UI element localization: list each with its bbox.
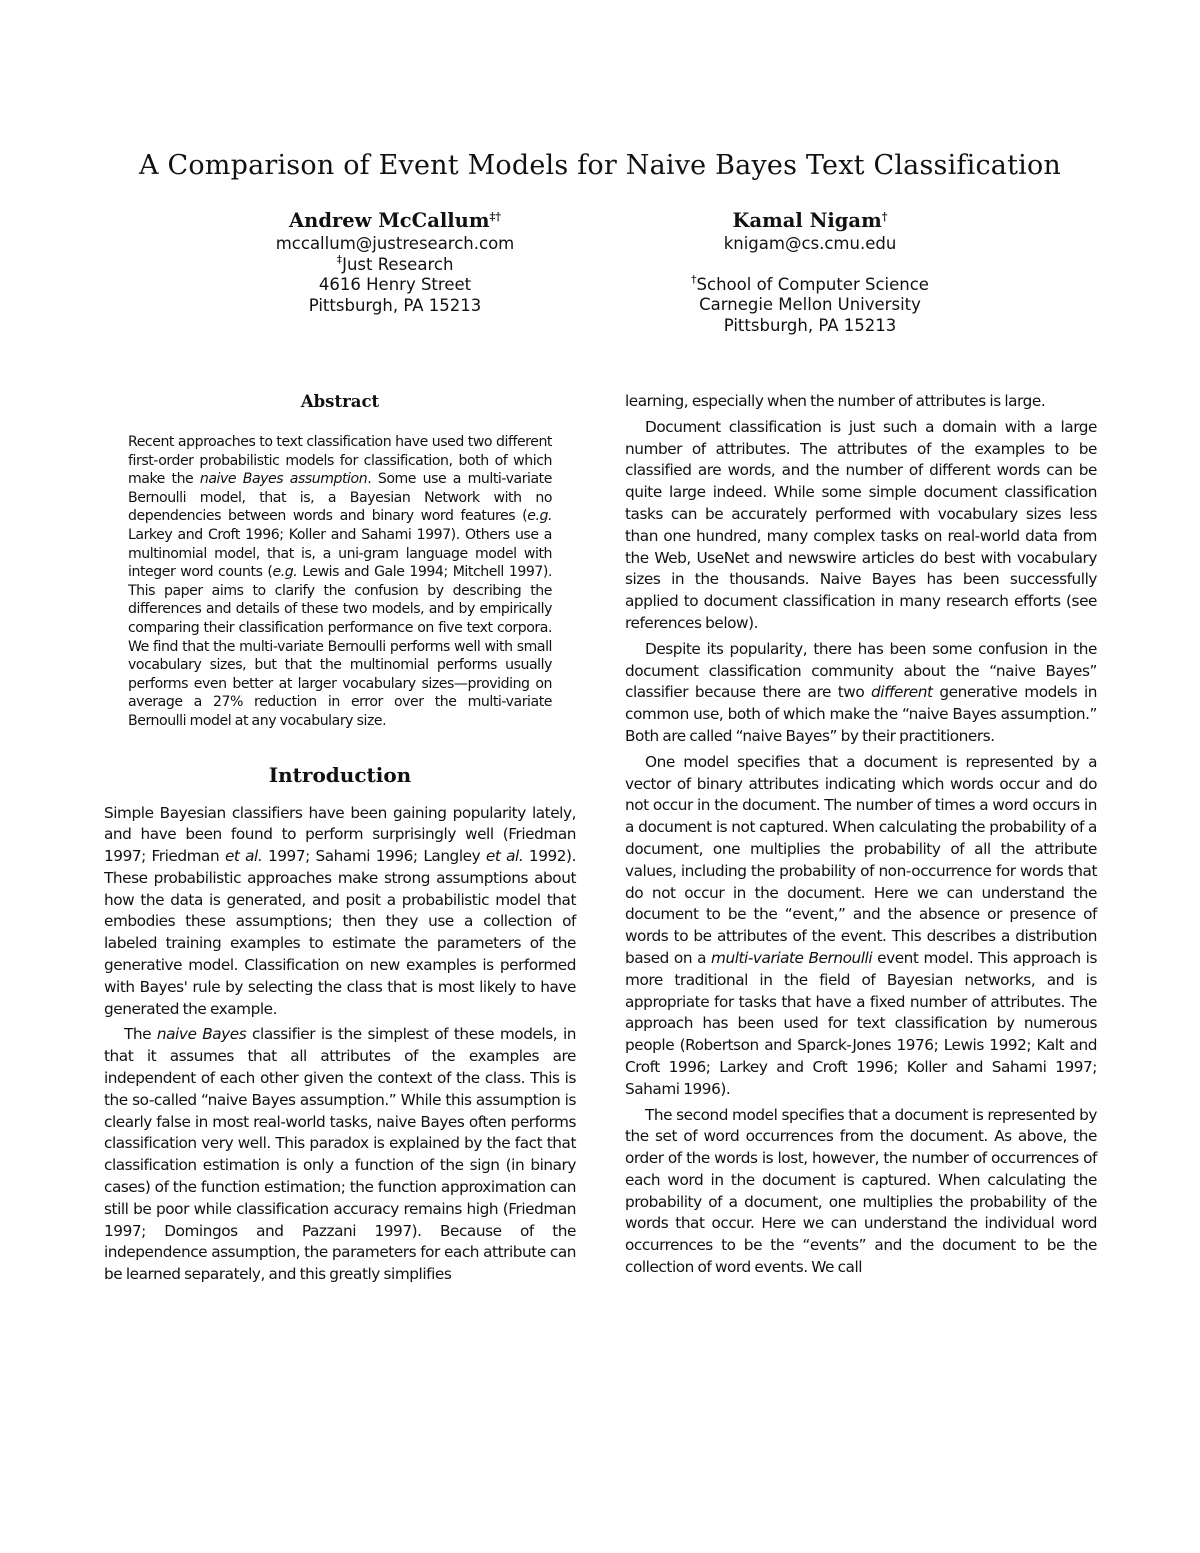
body-paragraph: One model specifies that a document is represented by a vector of binary attributes indicating which words occur and do not occur in the document. The number of times a word occurs in a document is not captured. When calculating the probability of a document, one multiplies the probability of all the attribute values, including the probability of non-occurrence for words that do not occur in the document. Here we can understand the document to be the “event,” and the absence or presence of words to be attributes of the event. This describes a distribution based on a multi-variate Bernoulli event model. This approach is more traditional in the field of Bayesian networks, and is appropriate for tasks that have a fixed number of attributes. The approach has been used for text classification by numerous people (Robertson and Sparck-Jones 1976; Lewis 1992; Kalt and Croft 1996; Larkey and Croft 1996; Koller and Sahami 1997; Sahami 1996). [625,752,1098,1098]
author-institution: ‡Just Research [336,252,454,274]
body-paragraph: Despite its popularity, there has been some confusion in the document classification community about the “naive Bayes” classifier because there are two different generative models in common use, both of which make the “naive Bayes assumption.” Both are called “naive Bayes” by their practitioners. [625,639,1098,745]
author-block-mccallum [225,208,565,316]
institution-mark: ‡ [336,252,343,266]
paper-title: A Comparison of Event Models for Naive Bayes Text Classification [138,150,1062,181]
abstract-heading: Abstract [300,392,380,411]
abstract-paragraph: Recent approaches to text classification have used two different first-order probabilistic models for classification, both of which make the naive Bayes assumption. Some use a multi-variate Bernoulli model, that is, a Bayesian Network with no dependencies between words and binary word features (e.g. Larkey and Croft 1996; Koller and Sahami 1997). Others use a multinomial model, that is, a uni-gram language model with integer word counts (e.g. Lewis and Gale 1994; Mitchell 1997). This paper aims to clarify the confusion by describing the differences and details of these two models, and by empirically comparing their classification performance on five text corpora. We find that the multi-variate Bernoulli performs well with small vocabulary sizes, but that the multinomial performs usually performs even better at larger vocabulary sizes—providing on average a 27% reduction in error over the multi-variate Bernoulli model at any vocabulary size. [128,434,552,729]
author-address-line: Carnegie Mellon University [699,295,921,315]
body-paragraph: Simple Bayesian classifiers have been gaining popularity lately, and have been found to perform surprisingly well (Friedman 1997; Friedman et al. 1997; Sahami 1996; Langley et al. 1992). These probabilistic approaches make strong assumptions about how the data is generated, and posit a probabilistic model that embodies these assumptions; then they use a collection of labeled training examples to estimate the parameters of the generative model. Classification on new examples is performed with Bayes' rule by selecting the class that is most likely to have generated the example. [104,803,576,1018]
body-paragraph: The second model specifies that a document is represented by the set of word occurrences from the document. As above, the order of the words is lost, however, the number of occurrences of each word in the document is captured. When calculating the probability of a document, one multiplies the probability of the words that occur. Here we can understand the individual word occurrences to be the “events” and the document to be the collection of word events. We call [625,1105,1097,1277]
left-column [104,391,576,1290]
author-email: knigam@cs.cmu.edu [723,234,897,253]
body-paragraph: The naive Bayes classifier is the simplest of these models, in that it assumes that all attributes of the examples are independent of each other given the context of the class. This is the so-called “naive Bayes assumption.” While this assumption is clearly false in most real-world tasks, naive Bayes often performs classification very well. This paradox is explained by the fact that classification estimation is only a function of the sign (in binary cases) of the function estimation; the function approximation can still be poor while classification accuracy remains high (Friedman 1997; Domingos and Pazzani 1997). Because of the independence assumption, the parameters for each attribute can be learned separately, and this greatly simplifies [104,1025,576,1284]
author-address-line: Pittsburgh, PA 15213 [308,295,482,315]
author-name: Andrew McCallum‡† [289,209,501,232]
right-column-body [625,391,1097,1279]
author-name: Kamal Nigam† [732,209,888,232]
author-address-line: Pittsburgh, PA 15213 [723,315,897,335]
affiliation-mark: ‡† [489,210,501,223]
author-block-nigam [625,208,995,336]
author-institution: †School of Computer Science [691,272,929,294]
spacer [625,255,995,275]
body-paragraph: learning, especially when the number of attributes is large. [625,392,1046,410]
body-paragraph: Document classification is just such a domain with a large number of attributes. The attributes of the examples to be classified are words, and the number of different words can be quite large indeed. While some simple document classification tasks can be accurately performed with vocabulary sizes less than one hundred, many complex tasks on real-world data from the Web, UseNet and newswire articles do best with vocabulary sizes in the thousands. Naive Bayes has been successfully applied to document classification in many research efforts (see references below). [625,417,1097,632]
introduction-body [104,803,576,1287]
right-column [625,391,1097,1283]
abstract-body [128,433,552,731]
author-address-line: 4616 Henry Street [318,275,472,295]
author-email: mccallum@justresearch.com [275,234,515,253]
section-heading-introduction: Introduction [268,762,412,787]
institution-mark: † [691,272,697,286]
affiliation-mark: † [881,210,888,223]
